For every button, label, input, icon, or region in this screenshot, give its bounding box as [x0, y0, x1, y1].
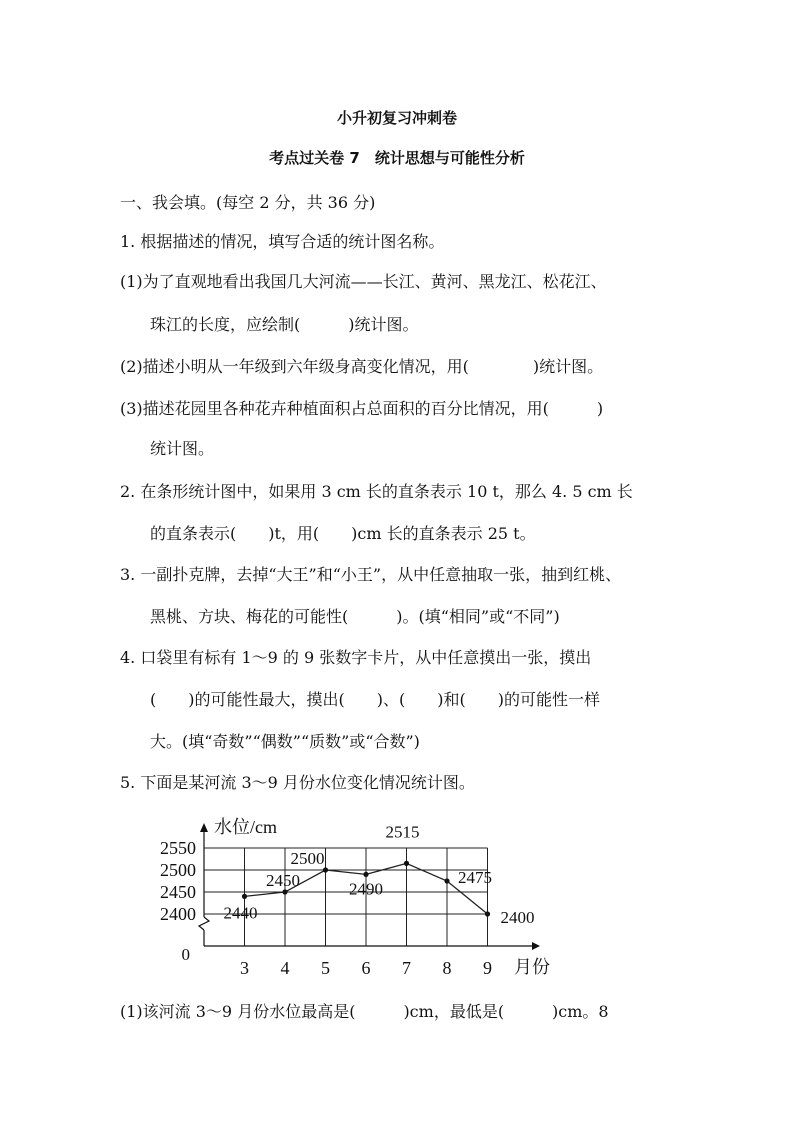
x-tick-label: 9 [483, 958, 492, 978]
y-tick-label: 2450 [160, 882, 196, 902]
data-point [282, 889, 287, 894]
x-tick-label: 5 [321, 958, 330, 978]
origin-label: 0 [181, 945, 190, 964]
data-point [404, 861, 409, 866]
data-label: 2440 [223, 903, 258, 923]
question-4-line-2: ( )的可能性最大，摸出( )、( )和( )的可能性一样 [150, 690, 600, 709]
data-point [444, 878, 449, 883]
question-4-line-3: 大。(填“奇数”“偶数”“质数”或“合数”) [150, 732, 420, 751]
data-point [363, 872, 368, 877]
question-3-line-1: 3. 一副扑克牌，去掉“大王”和“小王”，从中任意抽取一张，抽到红桃、 [120, 565, 622, 584]
question-3-line-2: 黑桃、方块、梅花的可能性( )。(填“相同”或“不同”) [150, 607, 560, 626]
x-tick-label: 4 [280, 958, 290, 978]
question-1-part-1-line-1: (1)为了直观地看出我国几大河流——长江、黄河、黑龙江、松花江、 [120, 272, 607, 291]
y-axis-label: 水位/cm [214, 817, 277, 837]
question-4-line-1: 4. 口袋里有标有 1～9 的 9 张数字卡片，从中任意摸出一张，摸出 [120, 648, 592, 667]
y-axis-break-mark [199, 917, 209, 930]
question-1-part-3-line-2: 统计图。 [150, 439, 215, 458]
data-label: 2475 [458, 868, 492, 887]
question-1-part-2: (2)描述小明从一年级到六年级身高变化情况，用( )统计图。 [120, 357, 604, 376]
y-tick-label: 2550 [160, 838, 196, 858]
data-label: 2490 [349, 879, 383, 899]
data-label: 2515 [385, 822, 420, 842]
water-level-line-chart [150, 812, 570, 982]
y-tick-label: 2400 [160, 904, 196, 924]
x-tick-label: 6 [361, 958, 371, 978]
data-label: 2450 [266, 871, 300, 890]
data-point [323, 867, 328, 872]
page-title: 小升初复习冲刺卷 [336, 109, 457, 127]
data-point [242, 894, 247, 899]
x-tick-label: 3 [240, 958, 249, 978]
data-label: 2400 [500, 908, 535, 927]
question-2-line-2: 的直条表示( )t，用( )cm 长的直条表示 25 t。 [150, 524, 536, 543]
page-subtitle: 考点过关卷 7 统计思想与可能性分析 [269, 149, 525, 167]
question-5-stem: 5. 下面是某河流 3～9 月份水位变化情况统计图。 [120, 773, 475, 792]
x-tick-label: 8 [442, 958, 452, 978]
x-axis-arrow [532, 942, 540, 950]
question-1-part-1-line-2: 珠江的长度，应绘制( )统计图。 [150, 315, 419, 334]
question-1-stem: 1. 根据描述的情况，填写合适的统计图名称。 [120, 232, 445, 251]
x-axis-label: 月份 [514, 957, 550, 977]
data-label: 2500 [290, 849, 325, 868]
x-tick-label: 7 [402, 958, 411, 978]
y-axis-arrow [200, 823, 208, 832]
y-tick-label: 2500 [160, 860, 196, 880]
question-2-line-1: 2. 在条形统计图中，如果用 3 cm 长的直条表示 10 t，那么 4. 5 cm 长 [120, 482, 633, 501]
question-5-sub-1: (1)该河流 3～9 月份水位最高是( )cm，最低是( )cm。8 [120, 1002, 609, 1021]
question-1-part-3-line-1: (3)描述花园里各种花卉种植面积占总面积的百分比情况，用( ) [120, 399, 604, 418]
section-heading: 一、我会填。(每空 2 分，共 36 分) [120, 193, 376, 212]
data-point [485, 911, 490, 916]
